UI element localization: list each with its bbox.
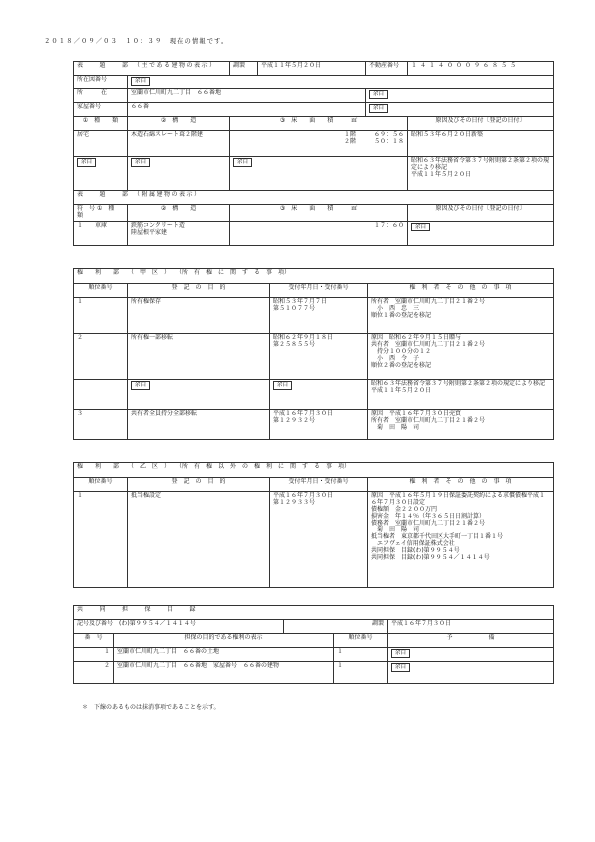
footnote: ＊ 下線のあるものは抹消事項であることを示す。 bbox=[82, 704, 220, 711]
kigou-cell bbox=[74, 620, 284, 634]
date-cell bbox=[270, 410, 368, 440]
date: 余白 bbox=[273, 381, 292, 390]
kyodo-table bbox=[73, 605, 554, 684]
annex-desc: （附属建物の表示） bbox=[137, 191, 202, 198]
date: 平成１６年７月３０日 第１２９３３号 bbox=[273, 492, 334, 506]
hyodai-desc: （主である建物の表示） bbox=[137, 62, 217, 69]
rights: 所有者 室蘭市仁川町九二丁目２１番２号 小 西 忠 三 順位１番の登記を移記 bbox=[371, 298, 486, 319]
report-timestamp-header: ２０１８／０９／０３ １０：３９ 現在の情報です。 bbox=[44, 38, 229, 45]
kyodo-chosei-label: 調製 bbox=[284, 620, 388, 634]
shozai-value: 室蘭市仁川町九二丁目 ６６番地 bbox=[128, 89, 366, 103]
annex-col-floor: ③ 床 面 積 ㎡ bbox=[230, 205, 408, 222]
otsuku-col-date: 受付年月日・受付番号 bbox=[270, 478, 368, 492]
kouku-col-rank: 順位番号 bbox=[74, 284, 128, 298]
kouku-table bbox=[73, 268, 554, 440]
no: １ bbox=[74, 648, 114, 662]
row2-floor-cell bbox=[230, 157, 408, 191]
annex-kind: 車庫 bbox=[95, 221, 108, 229]
annex-col-no: 符 号 bbox=[77, 205, 96, 212]
rights-cell bbox=[368, 380, 554, 410]
rights-cell bbox=[368, 492, 554, 588]
rank: １ bbox=[74, 298, 128, 334]
hyodai-title: 表 題 部 bbox=[77, 62, 130, 69]
purpose: 抵当権設定 bbox=[128, 492, 270, 588]
kyodo-col-rank: 順位番号 bbox=[334, 634, 388, 648]
otsuku-title: 権 利 部 （ 乙 区 ） （所 有 権 以 外 の 権 利 に 関 す る 事 項） bbox=[74, 463, 554, 478]
kouku-col-date: 受付年月日・受付番号 bbox=[270, 284, 368, 298]
yobi: 余白 bbox=[391, 663, 410, 672]
col-struct: ② 構 造 bbox=[128, 117, 230, 131]
rank: １ bbox=[74, 492, 128, 588]
kyodo-chosei-value: 平成１６年７月３０日 bbox=[388, 620, 554, 634]
rights: 原因 昭和６２年９月１５日贈与 共有者 室蘭市仁川町九二丁目２１番２号 持分１００分の１２ 小 西 令 子 順位２番の登記を移記 bbox=[371, 334, 486, 369]
row1-cause: 昭和５３年６月２０日新築 bbox=[408, 131, 554, 157]
hyodai-title-cell bbox=[74, 62, 230, 76]
kyodo-col-desc: 担保の目的である権利の表示 bbox=[114, 634, 334, 648]
kyodo-title: 共 同 担 保 目 録 bbox=[74, 606, 554, 620]
rank bbox=[74, 380, 128, 410]
row1-struct: 木造石綿スレート葺２階建 bbox=[128, 131, 230, 157]
row1-kind: 居宅 bbox=[74, 131, 128, 157]
annex-col-kind: ① 種 類 bbox=[77, 205, 127, 219]
kaoku-value: ６６番 bbox=[128, 103, 366, 117]
row2-cause: 昭和６３年法務省令第３７号附則第２条第２項の規定により移記 平成１１年５月２０日 bbox=[411, 157, 550, 178]
kaoku-label: 家屋番号 bbox=[74, 103, 128, 117]
col-cause: 原因及びその日付〔登記の日付〕 bbox=[408, 117, 554, 131]
chosei-label: 調製 bbox=[230, 62, 258, 76]
fudosan-number: １４１４０００９６８５５ bbox=[408, 62, 554, 76]
col-floor: ③ 床 面 積 ㎡ bbox=[230, 117, 408, 131]
fudosan-label: 不動産番号 bbox=[366, 62, 408, 76]
otsuku-table bbox=[73, 462, 554, 588]
purpose-cell bbox=[128, 380, 270, 410]
purpose: 所有権一部移転 bbox=[128, 334, 270, 380]
row2-floor: 余白 bbox=[233, 158, 252, 167]
rank: ３ bbox=[74, 410, 128, 440]
yobi-cell bbox=[388, 648, 554, 662]
annex-cause: 余白 bbox=[411, 223, 430, 232]
annex-struct: 鉄筋コンクリート造 陸屋根平家建 bbox=[131, 221, 185, 236]
rights: 昭和６３年法務省令第３７号附則第２条第２項の規定により移記 平成１１年５月２０日 bbox=[371, 380, 546, 394]
kaoku-side: 余白 bbox=[369, 104, 388, 113]
kouku-col-purpose: 登 記 の 目 的 bbox=[128, 284, 270, 298]
purpose: 共有者全員持分全部移転 bbox=[128, 410, 270, 440]
rank: １ bbox=[334, 648, 388, 662]
date-cell bbox=[270, 380, 368, 410]
chosei-value: 平成１１年５月２０日 bbox=[258, 62, 366, 76]
kigou-label: 記号及び番号 bbox=[77, 620, 114, 627]
yobi: 余白 bbox=[391, 649, 410, 658]
row1-floor1: １階 ６９：５６ bbox=[344, 131, 405, 138]
purpose: 所有権保存 bbox=[128, 298, 270, 334]
col-kind: ① 種 類 bbox=[74, 117, 128, 131]
row1-floor bbox=[230, 131, 408, 157]
zumen-label: 所在図番号 bbox=[74, 76, 128, 89]
purpose: 余白 bbox=[131, 381, 150, 390]
hyodai-table bbox=[73, 61, 554, 246]
date: 昭和６２年９月１８日 第２５８５５号 bbox=[273, 334, 334, 348]
no: ２ bbox=[74, 662, 114, 684]
annex-floor: １７：６０ bbox=[230, 221, 408, 245]
shozai-label: 所 在 bbox=[74, 89, 128, 103]
table-row bbox=[74, 334, 554, 380]
annex-struct-cell bbox=[128, 221, 230, 245]
annex-row-cell bbox=[74, 221, 128, 245]
rights-cell bbox=[368, 410, 554, 440]
kouku-col-rights: 権 利 者 そ の 他 の 事 項 bbox=[368, 284, 554, 298]
row2-kind-cell bbox=[74, 157, 128, 191]
date: 昭和５３年７月７日 第５１０７７号 bbox=[273, 298, 328, 312]
annex-cause-cell bbox=[408, 221, 554, 245]
row1-floor2: ２階 ５０：１８ bbox=[344, 137, 405, 145]
annex-col-cell bbox=[74, 205, 128, 222]
rights-cell bbox=[368, 298, 554, 334]
rights: 原因 平成１６年５月１９日保証委託契約による求償債権平成１６年７月３０日設定 債権額 金２２００万円 損害金 年１４％（年３６５日日割計算） 債務者 室蘭市仁川町九二丁目２１番２号 菊 田 陽 司 抵当権者 東京都千代田区大手町一丁目１番１号 エフヴェイ信用保証株式会社 共同担保 目録(わ)第９９５４号 共同担保 目録(わ)第９９５４／１４１４号 bbox=[371, 492, 546, 562]
zumen-cell bbox=[128, 76, 554, 89]
date-cell bbox=[270, 334, 368, 380]
table-row bbox=[74, 298, 554, 334]
date-cell bbox=[270, 492, 368, 588]
kyodo-col-no: 番 号 bbox=[74, 634, 114, 648]
rights: 原因 平成１６年７月３０日売買 所有者 室蘭市仁川町九二丁目２１番２号 菊 田 陽 司 bbox=[371, 410, 486, 431]
otsuku-col-rank: 順位番号 bbox=[74, 478, 128, 492]
kouku-title: 権 利 部 （ 甲 区 ） （所 有 権 に 関 す る 事 項） bbox=[74, 269, 554, 284]
row2-struct: 余白 bbox=[131, 158, 150, 167]
annex-title: 表 題 部 bbox=[77, 191, 130, 198]
date-cell bbox=[270, 298, 368, 334]
zumen-blank: 余白 bbox=[131, 77, 150, 86]
kigou-value: (わ)第９９５４／１４１４号 bbox=[119, 620, 196, 627]
table-row bbox=[74, 492, 554, 588]
annex-title-cell bbox=[74, 191, 554, 205]
date: 平成１６年７月３０日 第１２９３２号 bbox=[273, 410, 334, 424]
annex-no: １ bbox=[77, 221, 84, 229]
yobi-cell bbox=[388, 662, 554, 684]
annex-col-cause: 原因及びその日付〔登記の日付〕 bbox=[408, 205, 554, 222]
shozai-side-cell bbox=[366, 89, 554, 103]
otsuku-col-purpose: 登 記 の 目 的 bbox=[128, 478, 270, 492]
desc: 室蘭市仁川町九二丁目 ６６番地 家屋番号 ６６番の建物 bbox=[114, 662, 334, 684]
annex-col-struct: ② 構 造 bbox=[128, 205, 230, 222]
shozai-side: 余白 bbox=[369, 90, 388, 99]
table-row bbox=[74, 380, 554, 410]
table-row bbox=[74, 410, 554, 440]
rank: ２ bbox=[74, 334, 128, 380]
table-row bbox=[74, 662, 554, 684]
table-row bbox=[74, 648, 554, 662]
rank: １ bbox=[334, 662, 388, 684]
desc: 室蘭市仁川町九二丁目 ６６番の土地 bbox=[114, 648, 334, 662]
rights-cell bbox=[368, 334, 554, 380]
kyodo-col-yobi: 予 備 bbox=[388, 634, 554, 648]
row2-kind: 余白 bbox=[77, 158, 96, 167]
kaoku-side-cell bbox=[366, 103, 554, 117]
row2-struct-cell bbox=[128, 157, 230, 191]
otsuku-col-rights: 権 利 者 そ の 他 の 事 項 bbox=[368, 478, 554, 492]
row2-cause-cell bbox=[408, 157, 554, 191]
